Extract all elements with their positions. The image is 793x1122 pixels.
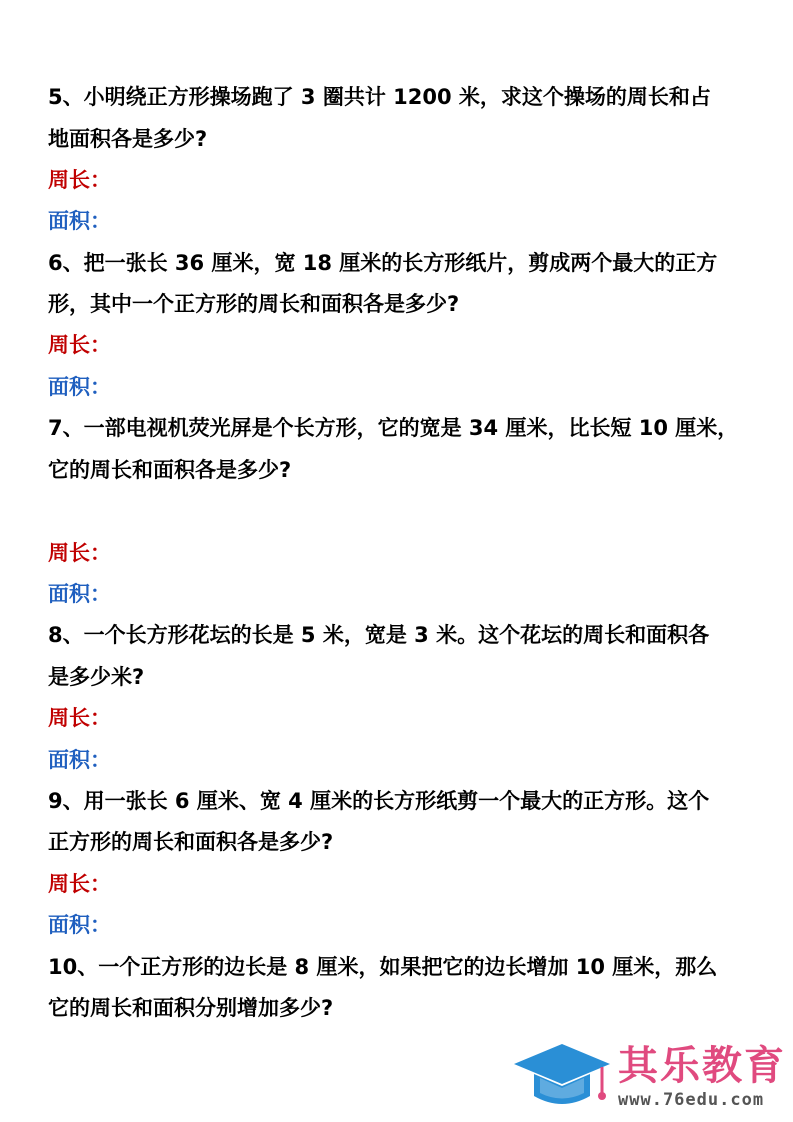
question-6-line-1: 6、把一张长 36 厘米，宽 18 厘米的长方形纸片，剪成两个最大的正方 xyxy=(48,251,718,275)
question-9-line-1: 9、用一张长 6 厘米、宽 4 厘米的长方形纸剪一个最大的正方形。这个 xyxy=(48,789,710,813)
question-7-line-1: 7、一部电视机荧光屏是个长方形，它的宽是 34 厘米，比长短 10 厘米， xyxy=(48,416,739,440)
question-9-perimeter-label: 周长： xyxy=(48,872,111,896)
question-5-line-1: 5、小明绕正方形操场跑了 3 圈共计 1200 米，求这个操场的周长和占 xyxy=(48,85,711,109)
question-8-perimeter-label: 周长： xyxy=(48,706,111,730)
question-5-area-label: 面积： xyxy=(48,209,111,233)
question-7-line-2: 它的周长和面积各是多少? xyxy=(48,458,292,482)
question-6-perimeter-label: 周长： xyxy=(48,333,111,357)
question-7-area-label: 面积： xyxy=(48,582,111,606)
question-10-line-1: 10、一个正方形的边长是 8 厘米，如果把它的边长增加 10 厘米，那么 xyxy=(48,955,718,979)
question-5-line-2: 地面积各是多少? xyxy=(48,127,208,151)
question-10-line-2: 它的周长和面积分别增加多少? xyxy=(48,996,334,1020)
question-9-area-label: 面积： xyxy=(48,913,111,937)
brand-name: 其乐教育 xyxy=(618,1043,786,1089)
graduation-cap-icon xyxy=(510,1038,615,1118)
question-8-area-label: 面积： xyxy=(48,748,111,772)
question-5-perimeter-label: 周长： xyxy=(48,168,111,192)
brand-logo xyxy=(510,1038,790,1118)
question-9-line-2: 正方形的周长和面积各是多少? xyxy=(48,830,334,854)
question-6-area-label: 面积： xyxy=(48,375,111,399)
question-7-perimeter-label: 周长： xyxy=(48,541,111,565)
brand-url: www.76edu.com xyxy=(618,1090,765,1110)
question-8-line-1: 8、一个长方形花坛的长是 5 米，宽是 3 米。这个花坛的周长和面积各 xyxy=(48,623,710,647)
question-8-line-2: 是多少米? xyxy=(48,665,145,689)
question-6-line-2: 形，其中一个正方形的周长和面积各是多少? xyxy=(48,292,460,316)
